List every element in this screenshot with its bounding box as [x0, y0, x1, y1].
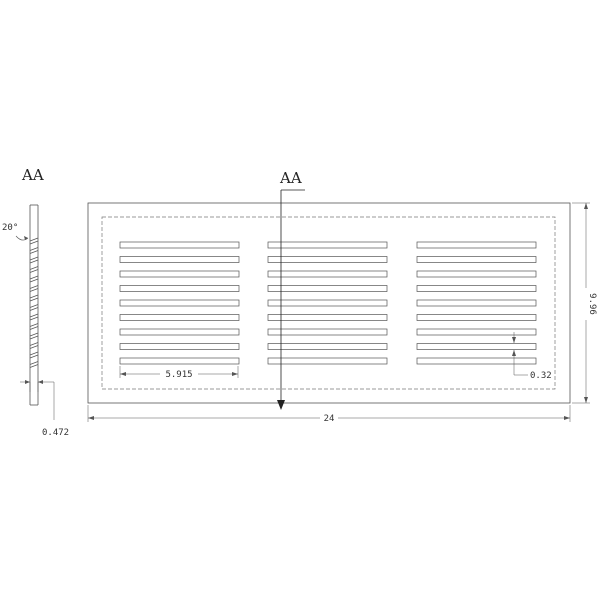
side-louver-blade-edge: [30, 241, 38, 244]
side-view-title: AA: [22, 166, 44, 184]
side-louver-blade: [30, 238, 38, 241]
louver-slot: [417, 286, 536, 292]
side-louver-blade-edge: [30, 298, 38, 301]
slot-length-arrowhead-right: [232, 372, 238, 376]
side-louver-blade: [30, 305, 38, 308]
side-louver-blade-edge: [30, 270, 38, 273]
side-louver-blade: [30, 267, 38, 270]
side-louver-blade-edge: [30, 317, 38, 320]
side-louver-blade: [30, 343, 38, 346]
side-louver-blade: [30, 295, 38, 298]
louver-slot: [417, 242, 536, 248]
width-arrowhead-right: [564, 416, 570, 420]
louver-slot: [120, 286, 239, 292]
louver-slot: [417, 257, 536, 263]
slot-pitch-label: 0.32: [530, 371, 552, 381]
side-louver-blades: [30, 238, 38, 368]
louver-slot: [417, 271, 536, 277]
side-louver-blade-edge: [30, 289, 38, 292]
overall-height-label: 9.96: [587, 293, 597, 315]
slot-length-arrowhead-left: [120, 372, 126, 376]
side-louver-blade: [30, 248, 38, 251]
louver-slot: [268, 329, 387, 335]
cut-line-arrowhead: [277, 400, 285, 410]
side-louver-blade-edge: [30, 327, 38, 330]
louver-slot: [268, 257, 387, 263]
louver-angle-label: 20°: [2, 223, 19, 233]
side-section-view: [2, 166, 69, 438]
outer-frame: [88, 203, 570, 403]
side-louver-blade: [30, 352, 38, 355]
side-louver-blade: [30, 286, 38, 289]
side-louver-blade: [30, 333, 38, 336]
louver-slot: [417, 358, 536, 364]
louver-slot: [417, 344, 536, 350]
slot-length-label: 5.915: [165, 370, 193, 380]
louver-slot: [268, 344, 387, 350]
louver-slot: [268, 242, 387, 248]
side-louver-blade-edge: [30, 308, 38, 311]
height-arrowhead-bottom: [584, 397, 588, 403]
side-louver-blade-edge: [30, 365, 38, 368]
louver-slot: [120, 242, 239, 248]
front-view: [88, 169, 597, 424]
inner-hidden-border: [102, 217, 555, 389]
height-arrowhead-top: [584, 203, 588, 209]
side-louver-blade-edge: [30, 251, 38, 254]
louver-slot: [417, 329, 536, 335]
louver-slot: [268, 315, 387, 321]
side-louver-blade-edge: [30, 346, 38, 349]
louver-slot: [120, 329, 239, 335]
louver-slots: [120, 242, 536, 364]
side-louver-blade-edge: [30, 336, 38, 339]
louver-slot: [417, 315, 536, 321]
pitch-arrowhead-upper: [512, 337, 516, 343]
side-louver-blade: [30, 257, 38, 260]
side-louver-blade: [30, 276, 38, 279]
louver-slot: [120, 344, 239, 350]
cut-line-label: AA: [280, 169, 302, 187]
louver-slot: [268, 358, 387, 364]
louver-slot: [417, 300, 536, 306]
louver-slot: [120, 315, 239, 321]
louver-slot: [268, 286, 387, 292]
louver-slot: [120, 358, 239, 364]
side-louver-blade: [30, 314, 38, 317]
side-louver-blade: [30, 362, 38, 365]
width-arrowhead-left: [88, 416, 94, 420]
louver-slot: [268, 271, 387, 277]
overall-width-label: 24: [323, 414, 335, 424]
louver-slot: [120, 300, 239, 306]
side-louver-blade-edge: [30, 260, 38, 263]
side-louver-blade: [30, 324, 38, 327]
louver-slot: [268, 300, 387, 306]
louver-slot: [120, 257, 239, 263]
thickness-label: 0.472: [42, 428, 70, 438]
side-louver-blade-edge: [30, 279, 38, 282]
thickness-arrowhead-left: [25, 380, 30, 384]
thickness-arrowhead-right: [38, 380, 43, 384]
pitch-arrowhead-lower: [512, 350, 516, 356]
side-louver-blade-edge: [30, 355, 38, 358]
louver-slot: [120, 271, 239, 277]
